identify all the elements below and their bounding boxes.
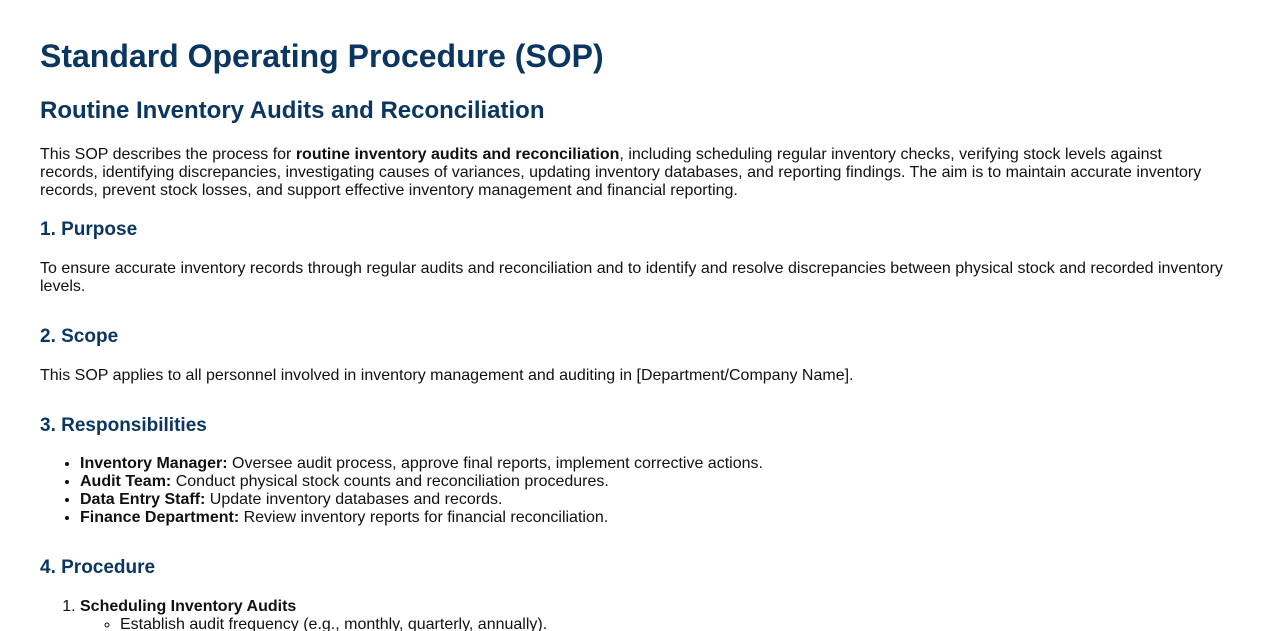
role-description: Oversee audit process, approve final reports, implement corrective actions. [227, 455, 763, 472]
intro-text-bold: routine inventory audits and reconciliation [295, 146, 620, 163]
role-description: Conduct physical stock counts and reconciliation procedures. [171, 473, 609, 490]
procedure-list [40, 598, 547, 631]
intro-paragraph [40, 146, 1223, 200]
responsibilities-heading: 3. Responsibilities [40, 415, 207, 436]
step-subitems [80, 616, 547, 631]
step-title: Scheduling Inventory Audits [80, 598, 297, 615]
list-item: ◦ Establish audit frequency (e.g., monthly, quarterly, annually). [120, 616, 547, 631]
intro-text-before: This SOP describes the process for [40, 146, 296, 163]
role-description: Update inventory databases and records. [205, 491, 503, 508]
page-title: Standard Operating Procedure (SOP) [40, 38, 604, 74]
scope-heading: 2. Scope [40, 326, 119, 347]
page-subtitle: Routine Inventory Audits and Reconciliation [40, 97, 545, 124]
list-item [80, 491, 763, 509]
scope-text: This SOP applies to all personnel involved in inventory management and auditing in [Department/Company Name]. [40, 367, 854, 384]
procedure-heading: 4. Procedure [40, 557, 156, 578]
procedure-step [80, 598, 547, 631]
role-label: Data Entry Staff: [80, 491, 206, 508]
role-label: Finance Department: [80, 509, 240, 526]
responsibilities-list [40, 455, 763, 527]
purpose-heading: 1. Purpose [40, 219, 138, 240]
list-item [80, 509, 763, 527]
intro-text-after: , including scheduling regular inventory checks, verifying stock levels against records, identifying discrepancies, investigating causes of variances, updating inventory databases, and reporting findings. The aim is to maintain accurate inventory records, prevent stock losses, and support effective inventory management and financial reporting. [40, 146, 1202, 199]
list-item [80, 455, 763, 473]
list-item [80, 473, 763, 491]
role-label: Inventory Manager: [80, 455, 228, 472]
role-label: Audit Team: [80, 473, 172, 490]
role-description: Review inventory reports for financial reconciliation. [239, 509, 609, 526]
purpose-text: To ensure accurate inventory records through regular audits and reconciliation and to identify and resolve discrepancies between physical stock and recorded inventory levels. [40, 260, 1223, 295]
